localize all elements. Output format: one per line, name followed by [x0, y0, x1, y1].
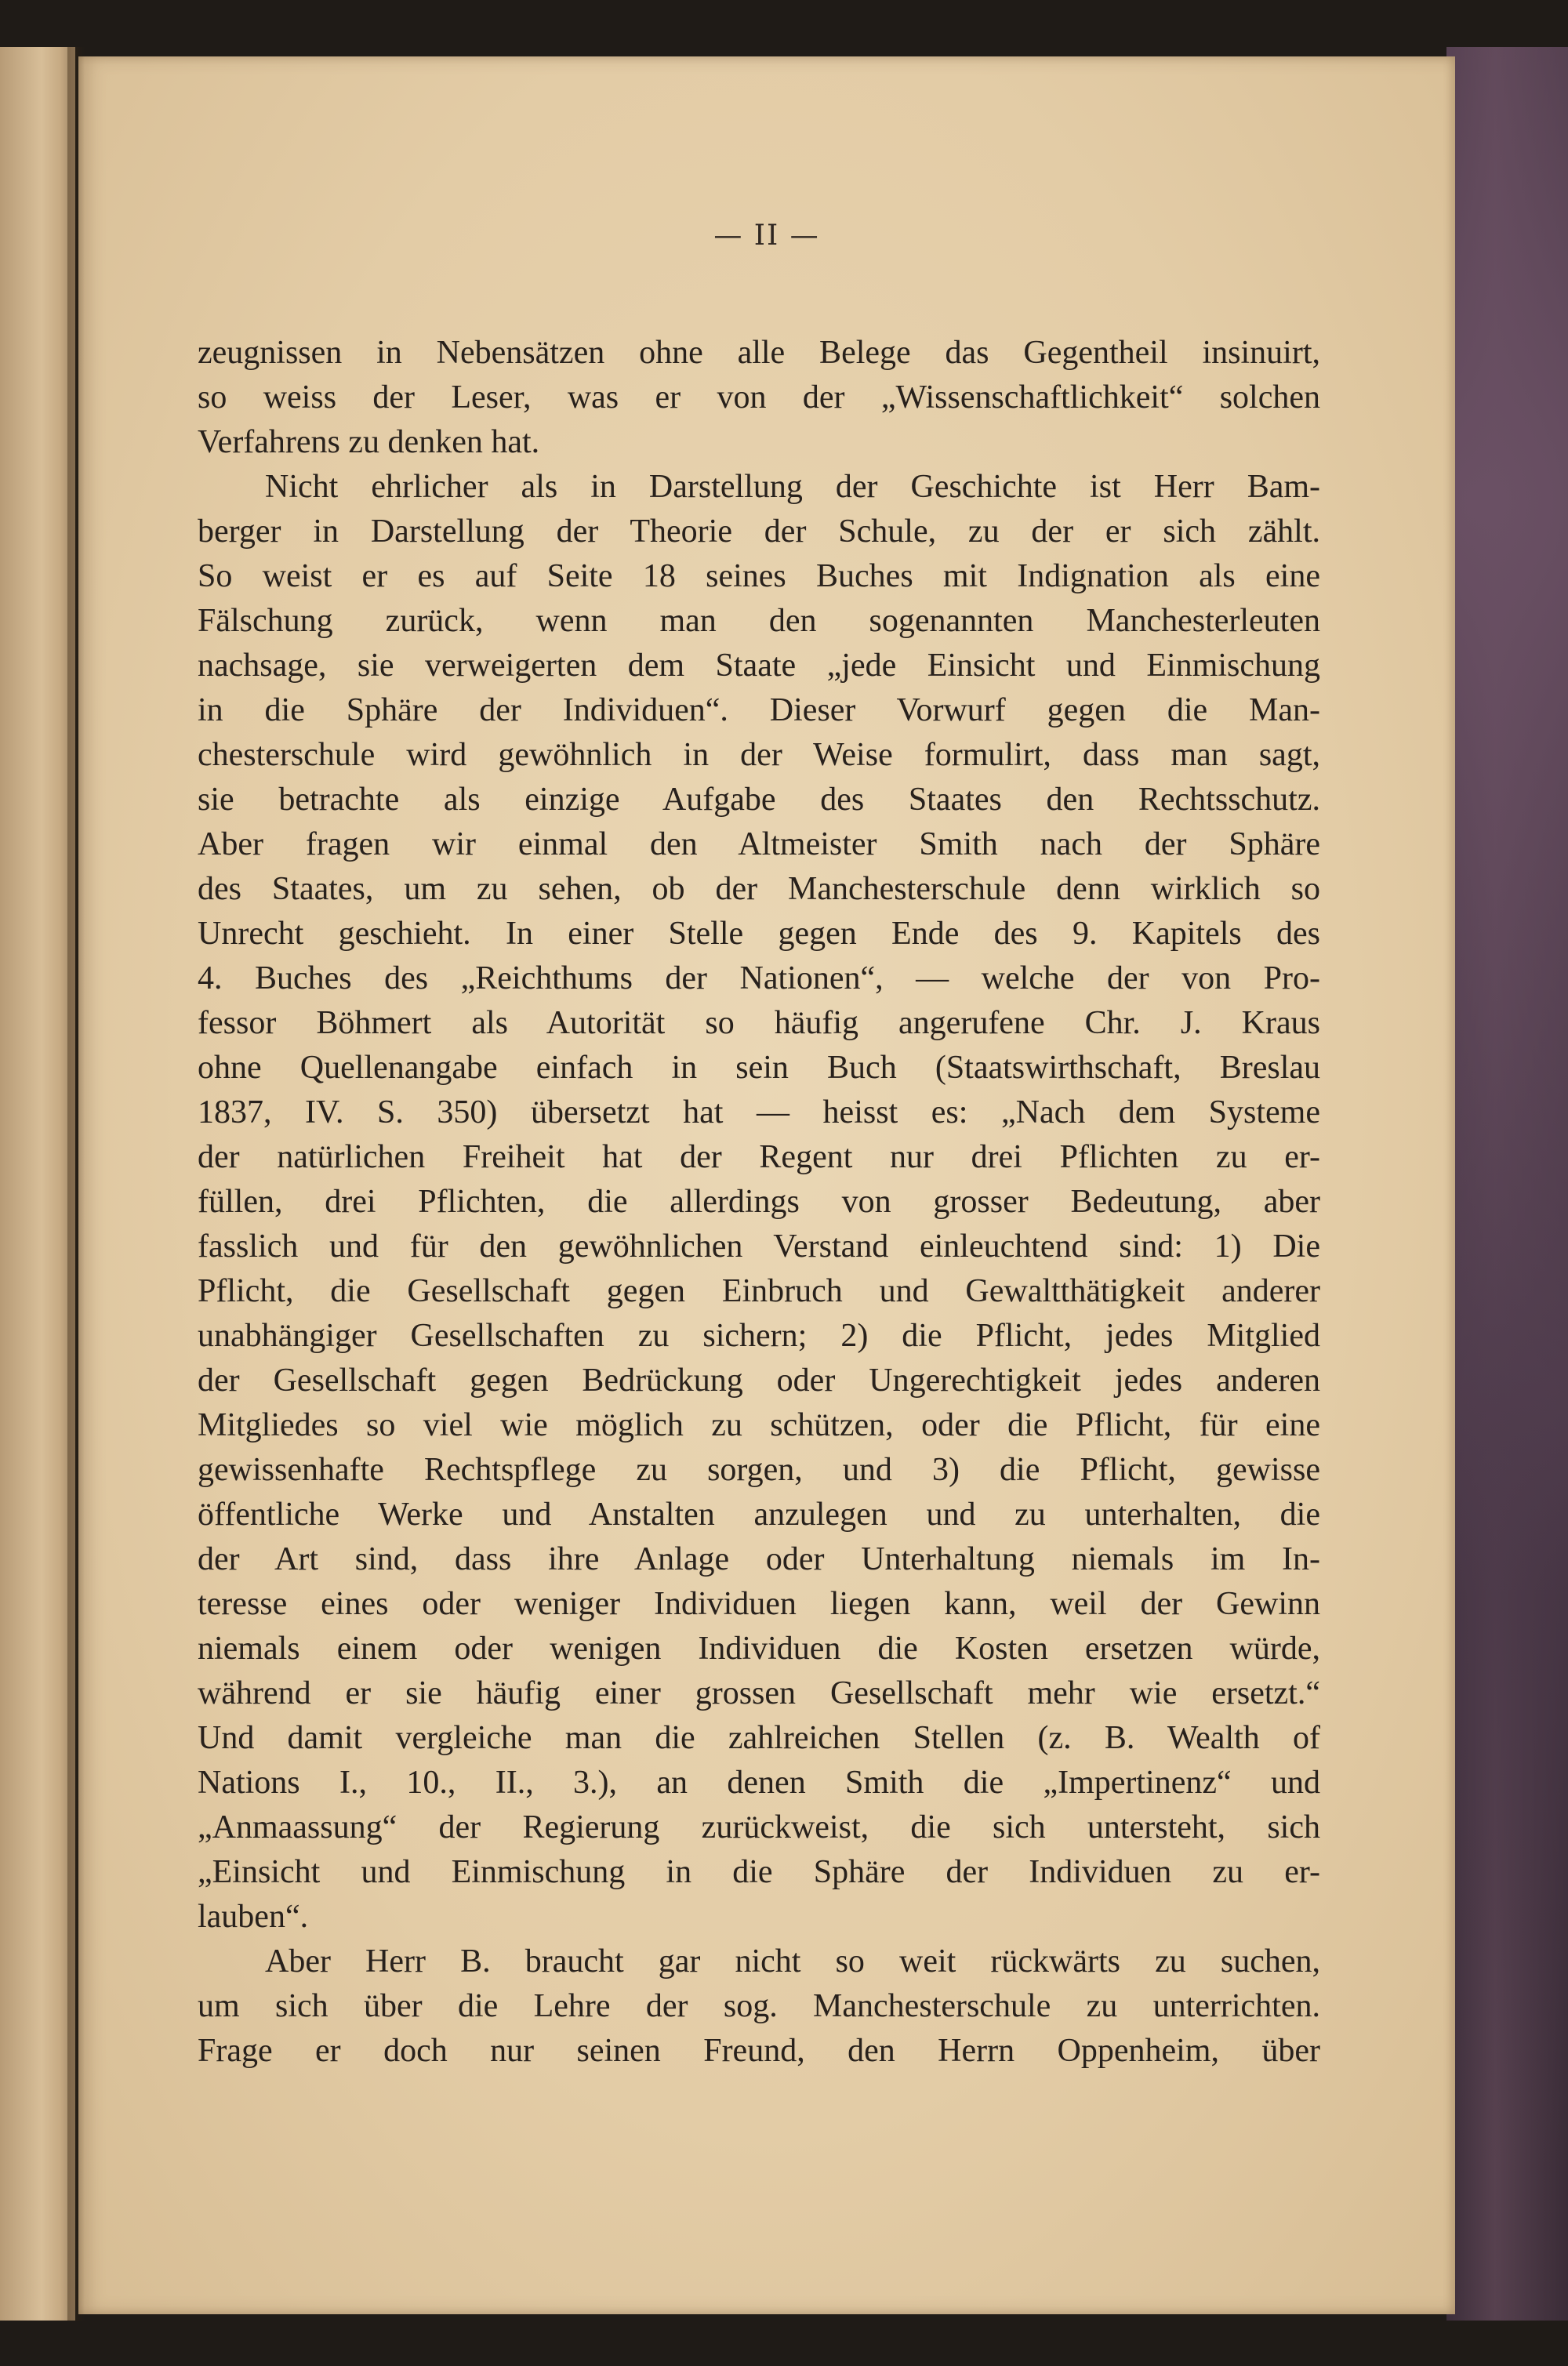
text-line: der Art sind, dass ihre Anlage oder Unterhaltung niemals im In-	[198, 1541, 1320, 1577]
text-line: Unrecht geschieht. In einer Stelle gegen Ende des 9. Kapitels des	[198, 916, 1320, 952]
text-line: Nicht ehrlicher als in Darstellung der Geschichte ist Herr Bam-	[265, 469, 1320, 505]
text-line: der natürlichen Freiheit hat der Regent nur drei Pflichten zu er-	[198, 1139, 1320, 1175]
text-line: Frage er doch nur seinen Freund, den Herrn Oppenheim, über	[198, 2033, 1320, 2069]
text-line: ohne Quellenangabe einfach in sein Buch (Staatswirthschaft, Breslau	[198, 1050, 1320, 1086]
text-line: Aber Herr B. braucht gar nicht so weit rückwärts zu suchen,	[265, 1943, 1320, 1980]
text-line: niemals einem oder wenigen Individuen die Kosten ersetzen würde,	[198, 1631, 1320, 1667]
text-line: „Einsicht und Einmischung in die Sphäre der Individuen zu er-	[198, 1854, 1320, 1890]
text-line: So weist er es auf Seite 18 seines Buches mit Indignation als eine	[198, 558, 1320, 594]
text-line: während er sie häufig einer grossen Gesellschaft mehr wie ersetzt.“	[198, 1675, 1320, 1711]
text-line: fasslich und für den gewöhnlichen Verstand einleuchtend sind: 1) Die	[198, 1228, 1320, 1265]
body-text	[198, 331, 1320, 2074]
text-line: „Anmaassung“ der Regierung zurückweist, die sich untersteht, sich	[198, 1809, 1320, 1845]
gutter-shadow	[67, 47, 85, 2321]
text-line: der Gesellschaft gegen Bedrückung oder Ungerechtigkeit jedes anderen	[198, 1363, 1320, 1399]
text-line: öffentliche Werke und Anstalten anzulegen und zu unterhalten, die	[198, 1497, 1320, 1533]
text-line: nachsage, sie verweigerten dem Staate „jede Einsicht und Einmischung	[198, 648, 1320, 684]
text-line: Mitgliedes so viel wie möglich zu schützen, oder die Pflicht, für eine	[198, 1407, 1320, 1443]
text-line: Verfahrens zu denken hat.	[198, 424, 540, 460]
text-line: fessor Böhmert als Autorität so häufig angerufene Chr. J. Kraus	[198, 1005, 1320, 1041]
text-line: lauben“.	[198, 1899, 309, 1935]
text-line: Fälschung zurück, wenn man den sogenannten Manchesterleuten	[198, 603, 1320, 639]
text-line: in die Sphäre der Individuen“. Dieser Vorwurf gegen die Man-	[198, 692, 1320, 728]
text-line: füllen, drei Pflichten, die allerdings von grosser Bedeutung, aber	[198, 1184, 1320, 1220]
facing-page-edge	[0, 47, 75, 2321]
text-line: zeugnissen in Nebensätzen ohne alle Belege das Gegentheil insinuirt,	[198, 335, 1320, 371]
text-line: teresse eines oder weniger Individuen liegen kann, weil der Gewinn	[198, 1586, 1320, 1622]
text-line: Und damit vergleiche man die zahlreichen Stellen (z. B. Wealth of	[198, 1720, 1320, 1756]
text-line: 4. Buches des „Reichthums der Nationen“, — welche der von Pro-	[198, 960, 1320, 996]
text-line: Nations I., 10., II., 3.), an denen Smith die „Impertinenz“ und	[198, 1765, 1320, 1801]
book-page	[78, 56, 1455, 2314]
text-line: Pflicht, die Gesellschaft gegen Einbruch und Gewaltthätigkeit anderer	[198, 1273, 1320, 1309]
text-line: berger in Darstellung der Theorie der Schule, zu der er sich zählt.	[198, 513, 1320, 550]
page-header: — II —	[713, 220, 820, 252]
text-line: so weiss der Leser, was er von der „Wissenschaftlichkeit“ solchen	[198, 379, 1320, 416]
book-cover-edge	[1446, 47, 1568, 2321]
text-line: chesterschule wird gewöhnlich in der Weise formulirt, dass man sagt,	[198, 737, 1320, 773]
text-line: sie betrachte als einzige Aufgabe des Staates den Rechtsschutz.	[198, 782, 1320, 818]
text-line: um sich über die Lehre der sog. Manchesterschule zu unterrichten.	[198, 1988, 1320, 2024]
text-line: des Staates, um zu sehen, ob der Manchesterschule denn wirklich so	[198, 871, 1320, 907]
text-line: Aber fragen wir einmal den Altmeister Smith nach der Sphäre	[198, 826, 1320, 862]
text-line: unabhängiger Gesellschaften zu sichern; 2) die Pflicht, jedes Mitglied	[198, 1318, 1320, 1354]
text-line: gewissenhafte Rechtspflege zu sorgen, und 3) die Pflicht, gewisse	[198, 1452, 1320, 1488]
text-line: 1837, IV. S. 350) übersetzt hat — heisst es: „Nach dem Systeme	[198, 1094, 1320, 1130]
